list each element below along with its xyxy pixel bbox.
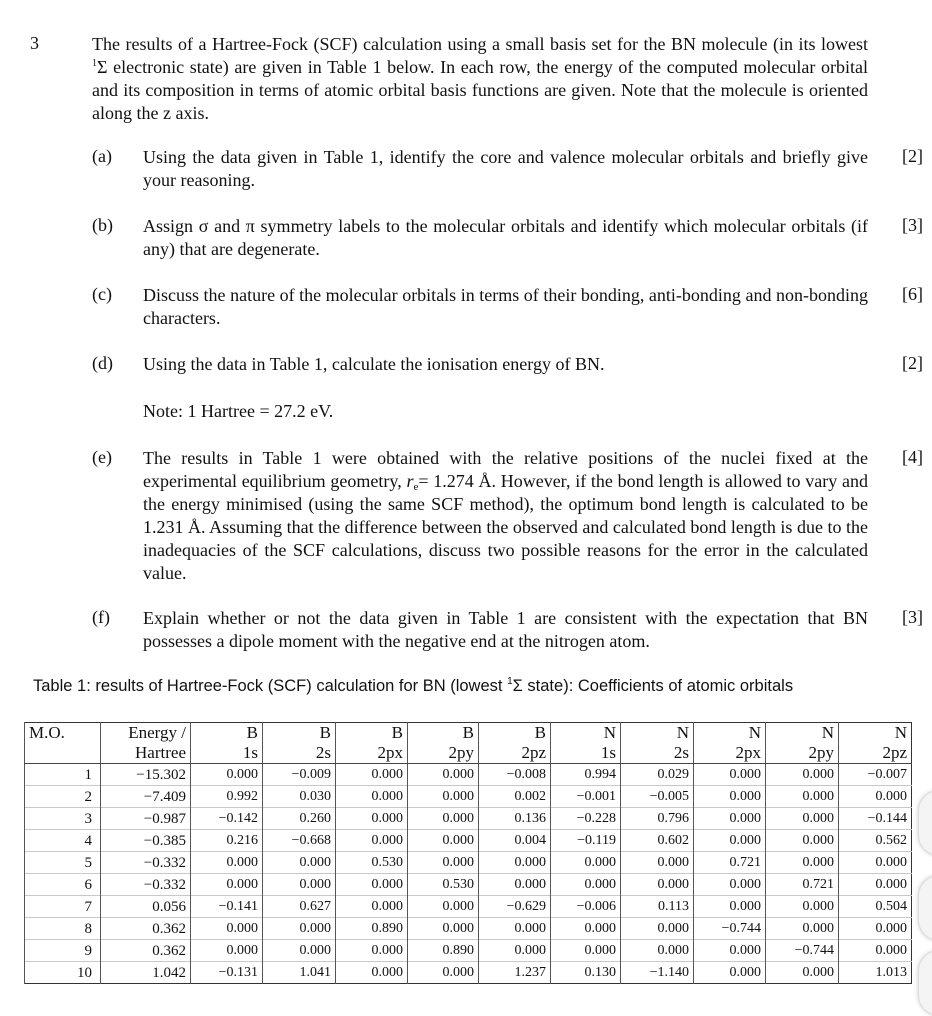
coefficient-cell: 0.000 [479,874,551,896]
coefficient-cell: 1.237 [479,962,551,984]
coefficient-cell: 0.260 [263,808,336,830]
coefficient-cell: −0.001 [551,786,621,808]
coefficient-cell: 0.000 [621,874,694,896]
coefficient-cell: 0.030 [263,786,336,808]
table-row [25,962,912,984]
coefficient-cell: 0.000 [694,786,766,808]
energy-cell: −0.332 [101,852,191,874]
table-row [25,764,912,786]
coefficient-cell: 0.000 [551,852,621,874]
coefficient-cell: 0.000 [694,830,766,852]
part-marks: [2] [902,146,923,166]
part-text-a: The results in Table 1 were obtained with the relative positions of the nuclei fixed at the experimental equilibrium geometry, [143,448,868,491]
side-overlay-button[interactable] [918,790,932,856]
table-header-row [25,743,912,764]
table-row [25,808,912,830]
side-overlay-button[interactable] [918,950,932,1016]
part-label: (d) [92,353,113,373]
coefficient-cell: 0.000 [839,874,912,896]
column-header: N [694,723,766,744]
column-header: M.O. [25,723,101,744]
column-header: 2s [621,743,694,764]
column-header: 2pz [839,743,912,764]
coefficient-cell: 0.000 [191,940,263,962]
coefficient-cell: 0.602 [621,830,694,852]
coefficient-cell: 0.000 [336,940,408,962]
table-header-row [25,723,912,744]
part-marks: [3] [902,607,923,627]
column-header: 2py [408,743,479,764]
coefficient-cell: 0.029 [621,764,694,786]
coefficient-cell: 0.796 [621,808,694,830]
energy-cell: −0.385 [101,830,191,852]
column-header: 2s [263,743,336,764]
coefficient-cell: 0.000 [766,896,839,918]
coefficient-cell: −0.668 [263,830,336,852]
intro-text-cont: Σ electronic state) are given in Table 1 below. In each row, the energy of the computed molecular orbital and its composition in terms of atomic orbital basis functions are given. Note that the molecule is oriented along the z axis. [92,57,868,123]
coefficient-cell: 0.002 [479,786,551,808]
coefficient-cell: 1.041 [263,962,336,984]
mo-index-cell: 7 [25,896,101,918]
coefficient-cell: 0.000 [839,786,912,808]
mo-index-cell: 8 [25,918,101,940]
mo-index-cell: 5 [25,852,101,874]
coefficient-cell: 0.000 [263,852,336,874]
coefficient-cell: −0.141 [191,896,263,918]
coefficient-cell: 0.000 [766,830,839,852]
mo-index-cell: 2 [25,786,101,808]
coefficient-cell: 0.000 [263,940,336,962]
coefficient-cell: 0.000 [336,808,408,830]
mo-index-cell: 3 [25,808,101,830]
column-header: N [551,723,621,744]
column-header: 2px [336,743,408,764]
table-caption [33,677,793,696]
coefficient-cell: 0.000 [336,896,408,918]
table-row [25,786,912,808]
mo-index-cell: 1 [25,764,101,786]
column-header: 2px [694,743,766,764]
side-overlay-button[interactable] [918,875,932,941]
coefficient-cell: 0.000 [694,940,766,962]
part-label: (a) [92,146,112,166]
coefficient-cell: 0.136 [479,808,551,830]
table-row [25,852,912,874]
coefficient-cell: 0.992 [191,786,263,808]
part-label: (c) [92,284,112,304]
mo-index-cell: 4 [25,830,101,852]
coefficient-cell: 0.000 [408,896,479,918]
coefficient-cell: 0.000 [839,940,912,962]
part-text [143,447,868,585]
column-header: N [621,723,694,744]
coefficient-cell: 0.000 [551,874,621,896]
coefficient-cell: 0.000 [479,852,551,874]
coefficient-cell: 0.000 [263,918,336,940]
coefficient-cell: −0.744 [766,940,839,962]
coefficient-cell: 0.000 [621,940,694,962]
table-row [25,918,912,940]
question-number: 3 [30,33,39,53]
coefficient-cell: 0.890 [336,918,408,940]
coefficient-cell: 0.000 [839,918,912,940]
coefficient-cell: 0.000 [694,764,766,786]
coefficient-cell: −1.140 [621,962,694,984]
coefficient-cell: 0.000 [766,786,839,808]
coefficient-cell: 0.000 [408,786,479,808]
coefficient-cell: 0.000 [191,852,263,874]
coefficient-cell: 0.000 [191,874,263,896]
column-header: Hartree [101,743,191,764]
coefficient-cell: 0.000 [694,874,766,896]
bond-length-subscript: e [413,481,419,493]
caption-text-cont: Σ state): Coefficients of atomic orbitals [512,677,794,695]
column-header: 2py [766,743,839,764]
column-header: N [839,723,912,744]
coefficient-cell: 0.890 [408,940,479,962]
part-text: Assign σ and π symmetry labels to the molecular orbitals and identify which molecular orbitals (if any) that are degenerate. [143,216,868,259]
coefficient-cell: 0.000 [479,918,551,940]
coefficient-cell: 0.627 [263,896,336,918]
table-row [25,874,912,896]
coefficient-cell: 0.000 [408,808,479,830]
energy-cell: 1.042 [101,962,191,984]
coefficient-cell: 0.000 [766,852,839,874]
column-header: 1s [191,743,263,764]
coefficient-cell: −0.142 [191,808,263,830]
coefficient-cell: 0.000 [336,874,408,896]
energy-cell: −0.332 [101,874,191,896]
coefficient-cell: −0.144 [839,808,912,830]
coefficient-cell: 0.000 [551,940,621,962]
coefficient-cell: −0.228 [551,808,621,830]
part-label: (e) [92,447,112,467]
coefficient-cell: 0.562 [839,830,912,852]
coefficient-cell: 0.000 [408,830,479,852]
coefficient-cell: 0.000 [408,962,479,984]
coefficient-cell: 0.000 [766,764,839,786]
part-marks: [6] [902,284,923,304]
coefficient-cell: 0.530 [408,874,479,896]
coefficient-cell: 0.000 [694,962,766,984]
coefficient-cell: 0.000 [191,764,263,786]
coefficient-cell: −0.008 [479,764,551,786]
caption-text: Table 1: results of Hartree-Fock (SCF) calculation for BN (lowest [33,677,508,695]
column-header: N [766,723,839,744]
coefficient-cell: 0.004 [479,830,551,852]
coefficient-cell: 1.013 [839,962,912,984]
coefficient-cell: 0.000 [263,874,336,896]
coefficient-cell: 0.000 [766,808,839,830]
part-label: (b) [92,215,113,235]
coefficient-cell: −0.007 [839,764,912,786]
column-header: 1s [551,743,621,764]
part-text: Using the data given in Table 1, identify the core and valence molecular orbitals and briefly give your reasoning. [143,147,868,190]
coefficient-cell: 0.721 [766,874,839,896]
coefficient-cell: 0.000 [408,852,479,874]
coefficient-cell: 0.530 [336,852,408,874]
coefficient-cell: 0.994 [551,764,621,786]
coefficient-cell: −0.009 [263,764,336,786]
coefficient-cell: −0.006 [551,896,621,918]
coefficient-cell: −0.744 [694,918,766,940]
energy-cell: −15.302 [101,764,191,786]
energy-cell: 0.362 [101,940,191,962]
energy-cell: 0.362 [101,918,191,940]
coefficient-cell: 0.000 [694,808,766,830]
coefficient-cell: 0.721 [694,852,766,874]
column-header: B [408,723,479,744]
part-text: Using the data in Table 1, calculate the ionisation energy of BN. [143,354,605,374]
column-header: B [263,723,336,744]
part-text: Discuss the nature of the molecular orbitals in terms of their bonding, anti-bonding and non-bonding characters. [143,285,868,328]
part-note: Note: 1 Hartree = 27.2 eV. [143,401,334,421]
column-header: B [336,723,408,744]
table-row [25,830,912,852]
part-marks: [2] [902,353,923,373]
energy-cell: 0.056 [101,896,191,918]
coefficient-cell: −0.119 [551,830,621,852]
mo-index-cell: 10 [25,962,101,984]
coefficient-cell: 0.000 [766,918,839,940]
coefficient-cell: 0.000 [408,764,479,786]
mo-index-cell: 9 [25,940,101,962]
coefficient-cell: −0.629 [479,896,551,918]
mo-coefficients-table [24,722,912,984]
part-marks: [4] [902,447,923,467]
column-header [25,743,101,764]
coefficient-cell: 0.000 [551,918,621,940]
coefficient-cell: 0.000 [336,786,408,808]
energy-cell: −0.987 [101,808,191,830]
table-row [25,896,912,918]
table-row [25,940,912,962]
coefficient-cell: 0.000 [479,940,551,962]
coefficient-cell: 0.000 [408,918,479,940]
column-header: B [191,723,263,744]
part-marks: [3] [902,215,923,235]
mo-index-cell: 6 [25,874,101,896]
coefficient-cell: 0.130 [551,962,621,984]
coefficient-cell: 0.216 [191,830,263,852]
column-header: B [479,723,551,744]
coefficient-cell: 0.000 [191,918,263,940]
column-header: 2pz [479,743,551,764]
coefficient-cell: 0.000 [621,918,694,940]
column-header: Energy / [101,723,191,744]
coefficient-cell: 0.000 [336,830,408,852]
energy-cell: −7.409 [101,786,191,808]
coefficient-cell: 0.000 [336,764,408,786]
coefficient-cell: 0.000 [336,962,408,984]
part-text-b: = 1.274 Å. However, if the bond length is allowed to vary and the energy minimised (using the same SCF method), the optimum bond length is calculated to be 1.231 Å. Assuming that the difference between the observed and calculated bond length is due to the inadequacies of the SCF calculations, discuss two possible reasons for the error in the calculated value. [143,471,868,583]
coefficient-cell: 0.000 [839,852,912,874]
coefficient-cell: 0.504 [839,896,912,918]
coefficient-cell: 0.113 [621,896,694,918]
coefficient-cell: 0.000 [621,852,694,874]
caption-superscript: 1 [507,676,513,687]
part-label: (f) [92,607,110,627]
intro-superscript: 1 [92,58,97,69]
coefficient-cell: −0.131 [191,962,263,984]
intro-text: The results of a Hartree-Fock (SCF) calculation using a small basis set for the BN molecule (in its lowest [92,34,868,54]
question-intro [92,33,868,125]
coefficient-cell: 0.000 [694,896,766,918]
bond-length-symbol: r [406,471,414,491]
coefficient-cell: −0.005 [621,786,694,808]
coefficient-cell: 0.000 [766,962,839,984]
part-text: Explain whether or not the data given in Table 1 are consistent with the expectation that BN possesses a dipole moment with the negative end at the nitrogen atom. [143,608,868,651]
